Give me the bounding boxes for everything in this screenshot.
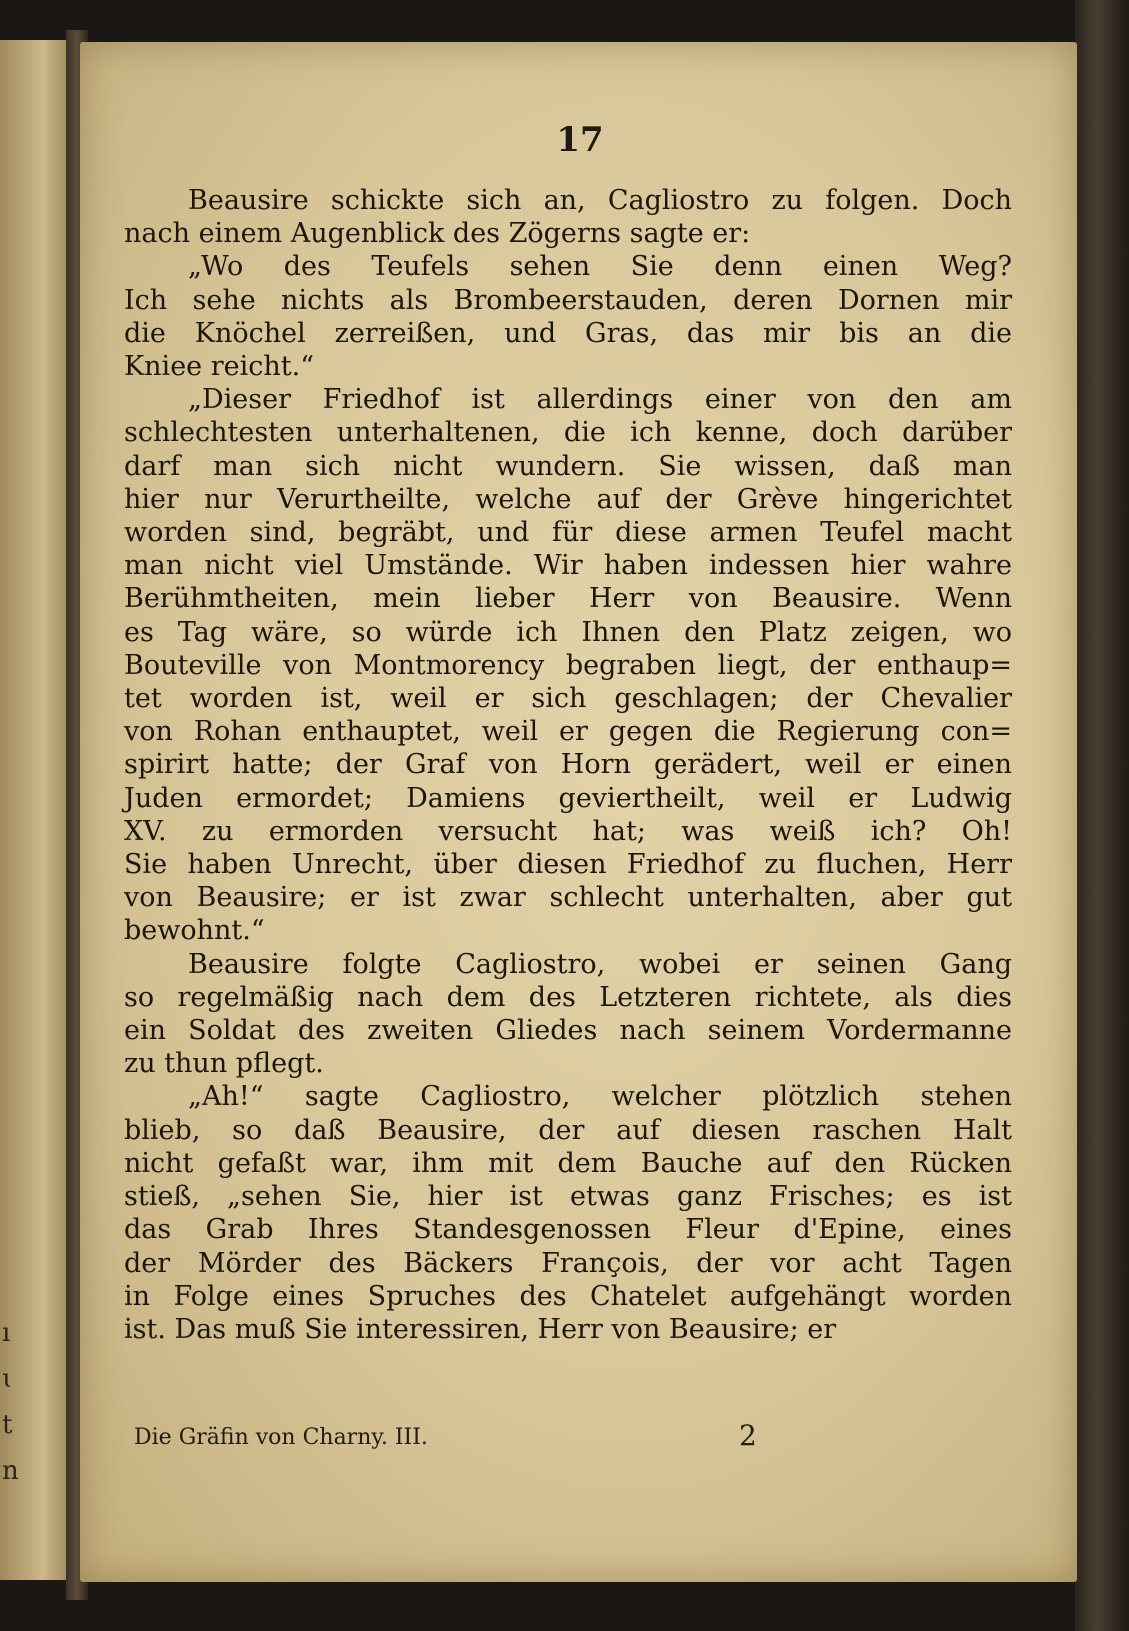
text-line: stieß, „sehen Sie, hier ist etwas ganz Frisches; es ist xyxy=(124,1181,1012,1213)
page-body-text xyxy=(124,184,1012,1346)
text-line: nicht gefaßt war, ihm mit dem Bauche auf den Rücken xyxy=(124,1147,1012,1179)
left-mark: n xyxy=(2,1456,19,1486)
text-line: Kniee reicht.“ xyxy=(124,351,315,383)
text-line: die Knöchel zerreißen, und Gras, das mir bis an die xyxy=(124,317,1012,349)
text-line: so regelmäßig nach dem des Letzteren richtete, als dies xyxy=(124,981,1012,1013)
left-mark: ɩ xyxy=(2,1364,13,1394)
text-line: Beausire folgte Cagliostro, wobei er seinen Gang xyxy=(188,948,1012,980)
text-line: „Dieser Friedhof ist allerdings einer von den am xyxy=(188,384,1012,416)
text-line: „Ah!“ sagte Cagliostro, welcher plötzlich stehen xyxy=(188,1081,1012,1113)
page-footer xyxy=(134,1419,834,1459)
text-line: hier nur Verurtheilte, welche auf der Grève hingerichtet xyxy=(124,483,1012,515)
text-line: nach einem Augenblick des Zögerns sagte er: xyxy=(124,218,751,250)
book-page xyxy=(80,42,1077,1582)
text-line: von Beausire; er ist zwar schlecht unterhalten, aber gut xyxy=(124,882,1012,914)
text-line: tet worden ist, weil er sich geschlagen; der Chevalier xyxy=(124,683,1012,715)
text-line: worden sind, begräbt, und für diese armen Teufel macht xyxy=(124,517,1012,549)
text-line: „Wo des Teufels sehen Sie denn einen Weg? xyxy=(188,251,1012,283)
text-line: Ich sehe nichts als Brombeerstauden, deren Dornen mir xyxy=(124,284,1012,316)
text-line: man nicht viel Umstände. Wir haben indessen hier wahre xyxy=(124,550,1012,582)
text-line: Beausire schickte sich an, Cagliostro zu folgen. Doch xyxy=(188,185,1012,216)
text-line: darf man sich nicht wundern. Sie wissen, daß man xyxy=(124,450,1012,482)
text-line: spirirt hatte; der Graf von Horn gerädert, weil er einen xyxy=(124,749,1012,781)
text-line: Juden ermordet; Damiens geviertheilt, weil er Ludwig xyxy=(124,782,1012,814)
text-line: schlechtesten unterhaltenen, die ich kenne, doch darüber xyxy=(124,417,1012,449)
footer-signature-mark: 2 xyxy=(739,1419,757,1452)
left-mark: ı xyxy=(2,1318,11,1348)
text-line: in Folge eines Spruches des Chatelet aufgehängt worden xyxy=(124,1280,1012,1312)
text-line: ist. Das muß Sie interessiren, Herr von Beausire; er xyxy=(124,1313,837,1345)
text-line: XV. zu ermorden versucht hat; was weiß ich? Oh! xyxy=(124,815,1012,847)
page-number: 17 xyxy=(556,120,604,160)
left-mark: t xyxy=(2,1410,13,1440)
text-line: das Grab Ihres Standesgenossen Fleur d'Epine, eines xyxy=(124,1214,1012,1246)
text-line: bewohnt.“ xyxy=(124,915,265,947)
text-line: der Mörder des Bäckers François, der vor acht Tagen xyxy=(124,1247,1012,1279)
left-page-marks xyxy=(0,1310,30,1494)
text-line: zu thun pflegt. xyxy=(124,1048,324,1080)
text-line: ein Soldat des zweiten Gliedes nach seinem Vordermanne xyxy=(124,1015,1012,1047)
text-line: Berühmtheiten, mein lieber Herr von Beausire. Wenn xyxy=(124,583,1012,615)
text-line: von Rohan enthauptet, weil er gegen die Regierung con= xyxy=(124,716,1012,748)
text-line: es Tag wäre, so würde ich Ihnen den Platz zeigen, wo xyxy=(124,616,1012,648)
text-line: Bouteville von Montmorency begraben liegt, der enthaup= xyxy=(124,649,1012,681)
text-line: blieb, so daß Beausire, der auf diesen raschen Halt xyxy=(124,1114,1012,1146)
footer-book-title: Die Gräfin von Charny. III. xyxy=(134,1425,428,1450)
book-cover-edge xyxy=(1075,0,1129,1631)
text-line: Sie haben Unrecht, über diesen Friedhof zu fluchen, Herr xyxy=(124,849,1012,881)
